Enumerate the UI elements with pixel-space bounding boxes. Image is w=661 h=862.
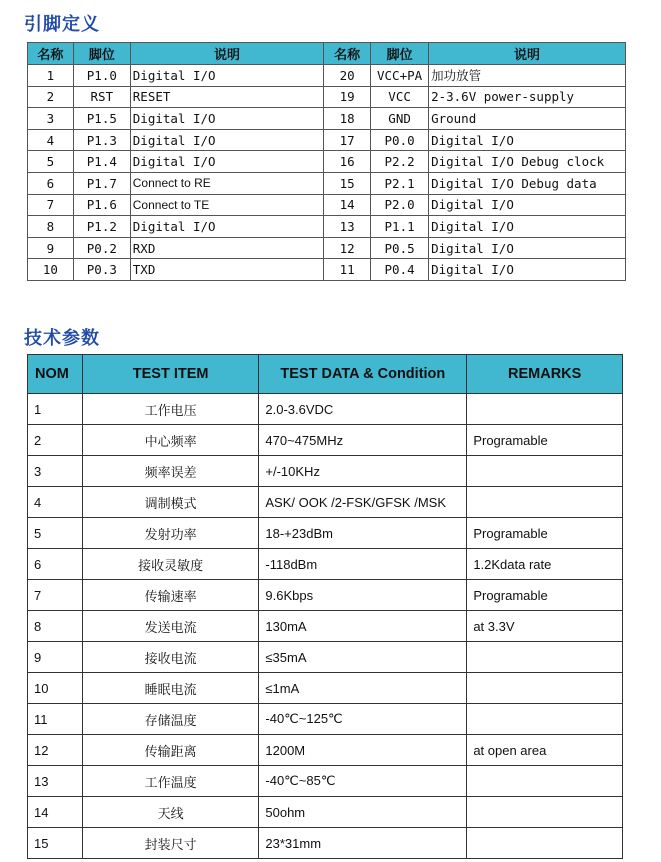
remarks-cell [467, 642, 623, 673]
pin-definition-table [27, 42, 626, 281]
remarks-cell [467, 394, 623, 425]
nom-cell: 15 [28, 828, 83, 859]
pin-name-cell: P1.4 [73, 151, 130, 173]
table-row [28, 194, 626, 216]
col-header-nom: NOM [28, 355, 83, 394]
nom-cell: 6 [28, 549, 83, 580]
col-header-test-data: TEST DATA & Condition [259, 355, 467, 394]
pin-description-cell: Digital I/O [130, 65, 323, 87]
remarks-cell: Programable [467, 518, 623, 549]
table-row [28, 735, 623, 766]
col-header-name: 名称 [28, 43, 74, 65]
pin-number-cell: 7 [28, 194, 74, 216]
test-item-cell: 工作温度 [82, 766, 258, 797]
table-row [28, 673, 623, 704]
pin-name-cell: P2.0 [371, 194, 429, 216]
pin-number-cell: 8 [28, 216, 74, 238]
nom-cell: 3 [28, 456, 83, 487]
pin-number-cell: 19 [324, 86, 371, 108]
pin-description-cell: Digital I/O [130, 129, 323, 151]
pin-number-cell: 3 [28, 108, 74, 130]
remarks-cell: Programable [467, 425, 623, 456]
table-row [28, 611, 623, 642]
pin-header-row [28, 43, 626, 65]
col-header-description-2: 说明 [429, 43, 626, 65]
pin-name-cell: P1.3 [73, 129, 130, 151]
test-item-cell: 传输距离 [82, 735, 258, 766]
tech-params-title: 技术参数 [24, 328, 100, 349]
test-item-cell: 接收电流 [82, 642, 258, 673]
table-row [28, 425, 623, 456]
pin-description-cell: Connect to TE [130, 194, 323, 216]
table-row [28, 129, 626, 151]
test-data-cell: 1200M [259, 735, 467, 766]
remarks-cell [467, 766, 623, 797]
pin-number-cell: 14 [324, 194, 371, 216]
table-row [28, 86, 626, 108]
test-data-cell: +/-10KHz [259, 456, 467, 487]
table-row [28, 766, 623, 797]
table-row [28, 172, 626, 194]
table-row [28, 549, 623, 580]
table-row [28, 797, 623, 828]
test-data-cell: 50ohm [259, 797, 467, 828]
table-row [28, 642, 623, 673]
pin-name-cell: P0.4 [371, 259, 429, 281]
pin-description-cell: Digital I/O Debug data [429, 172, 626, 194]
pin-name-cell: P1.7 [73, 172, 130, 194]
table-row [28, 394, 623, 425]
remarks-cell: 1.2Kdata rate [467, 549, 623, 580]
pin-description-cell: Ground [429, 108, 626, 130]
pin-name-cell: P1.0 [73, 65, 130, 87]
pin-name-cell: GND [371, 108, 429, 130]
remarks-cell [467, 828, 623, 859]
nom-cell: 14 [28, 797, 83, 828]
pin-description-cell: Connect to RE [130, 172, 323, 194]
nom-cell: 1 [28, 394, 83, 425]
nom-cell: 4 [28, 487, 83, 518]
nom-cell: 2 [28, 425, 83, 456]
pin-name-cell: P0.2 [73, 237, 130, 259]
test-data-cell: 130mA [259, 611, 467, 642]
col-header-test-item: TEST ITEM [82, 355, 258, 394]
pin-description-cell: Digital I/O [429, 129, 626, 151]
pin-definition-title: 引脚定义 [24, 14, 100, 35]
test-data-cell: 9.6Kbps [259, 580, 467, 611]
remarks-cell [467, 487, 623, 518]
test-item-cell: 发射功率 [82, 518, 258, 549]
pin-description-cell: Digital I/O [429, 237, 626, 259]
spec-header-row [28, 355, 623, 394]
col-header-description: 说明 [130, 43, 323, 65]
tech-params-table [27, 354, 623, 859]
pin-number-cell: 1 [28, 65, 74, 87]
table-row [28, 237, 626, 259]
pin-name-cell: P1.2 [73, 216, 130, 238]
test-item-cell: 接收灵敏度 [82, 549, 258, 580]
pin-description-cell: Digital I/O [429, 216, 626, 238]
test-item-cell: 睡眠电流 [82, 673, 258, 704]
pin-name-cell: P0.5 [371, 237, 429, 259]
pin-description-cell: Digital I/O [429, 259, 626, 281]
test-data-cell: 23*31mm [259, 828, 467, 859]
table-row [28, 108, 626, 130]
pin-name-cell: P2.1 [371, 172, 429, 194]
pin-description-cell: Digital I/O [130, 108, 323, 130]
remarks-cell [467, 673, 623, 704]
pin-number-cell: 2 [28, 86, 74, 108]
table-row [28, 518, 623, 549]
remarks-cell: at 3.3V [467, 611, 623, 642]
test-data-cell: 470~475MHz [259, 425, 467, 456]
table-row [28, 259, 626, 281]
col-header-pin: 脚位 [73, 43, 130, 65]
table-row [28, 216, 626, 238]
pin-name-cell: VCC+PA [371, 65, 429, 87]
test-data-cell: ASK/ OOK /2-FSK/GFSK /MSK [259, 487, 467, 518]
pin-description-cell: TXD [130, 259, 323, 281]
test-data-cell: ≤1mA [259, 673, 467, 704]
test-data-cell: -40℃~85℃ [259, 766, 467, 797]
test-item-cell: 调制模式 [82, 487, 258, 518]
nom-cell: 11 [28, 704, 83, 735]
pin-number-cell: 15 [324, 172, 371, 194]
pin-name-cell: P2.2 [371, 151, 429, 173]
pin-description-cell: RESET [130, 86, 323, 108]
nom-cell: 5 [28, 518, 83, 549]
pin-name-cell: P0.3 [73, 259, 130, 281]
pin-number-cell: 4 [28, 129, 74, 151]
table-row [28, 487, 623, 518]
test-item-cell: 中心频率 [82, 425, 258, 456]
table-row [28, 828, 623, 859]
pin-name-cell: P1.6 [73, 194, 130, 216]
table-row [28, 151, 626, 173]
pin-name-cell: RST [73, 86, 130, 108]
col-header-pin-2: 脚位 [371, 43, 429, 65]
test-item-cell: 频率误差 [82, 456, 258, 487]
pin-number-cell: 20 [324, 65, 371, 87]
pin-number-cell: 16 [324, 151, 371, 173]
table-row [28, 65, 626, 87]
pin-description-cell: 2-3.6V power-supply [429, 86, 626, 108]
table-row [28, 456, 623, 487]
pin-number-cell: 12 [324, 237, 371, 259]
pin-description-cell: Digital I/O [130, 216, 323, 238]
pin-description-cell: Digital I/O Debug clock [429, 151, 626, 173]
remarks-cell [467, 704, 623, 735]
pin-number-cell: 18 [324, 108, 371, 130]
test-data-cell: ≤35mA [259, 642, 467, 673]
test-item-cell: 发送电流 [82, 611, 258, 642]
remarks-cell [467, 797, 623, 828]
test-data-cell: 18-+23dBm [259, 518, 467, 549]
pin-name-cell: P0.0 [371, 129, 429, 151]
col-header-name-2: 名称 [324, 43, 371, 65]
test-data-cell: 2.0-3.6VDC [259, 394, 467, 425]
pin-description-cell: 加功放管 [429, 65, 626, 87]
pin-number-cell: 17 [324, 129, 371, 151]
pin-number-cell: 9 [28, 237, 74, 259]
pin-description-cell: RXD [130, 237, 323, 259]
pin-number-cell: 6 [28, 172, 74, 194]
pin-number-cell: 5 [28, 151, 74, 173]
test-data-cell: -40℃~125℃ [259, 704, 467, 735]
col-header-remarks: REMARKS [467, 355, 623, 394]
pin-description-cell: Digital I/O [130, 151, 323, 173]
remarks-cell: at open area [467, 735, 623, 766]
pin-number-cell: 10 [28, 259, 74, 281]
test-item-cell: 存储温度 [82, 704, 258, 735]
nom-cell: 7 [28, 580, 83, 611]
remarks-cell [467, 456, 623, 487]
test-item-cell: 传输速率 [82, 580, 258, 611]
pin-description-cell: Digital I/O [429, 194, 626, 216]
nom-cell: 12 [28, 735, 83, 766]
pin-number-cell: 13 [324, 216, 371, 238]
test-item-cell: 天线 [82, 797, 258, 828]
test-item-cell: 工作电压 [82, 394, 258, 425]
nom-cell: 13 [28, 766, 83, 797]
nom-cell: 10 [28, 673, 83, 704]
table-row [28, 580, 623, 611]
pin-number-cell: 11 [324, 259, 371, 281]
test-data-cell: -118dBm [259, 549, 467, 580]
table-row [28, 704, 623, 735]
pin-name-cell: VCC [371, 86, 429, 108]
remarks-cell: Programable [467, 580, 623, 611]
pin-name-cell: P1.1 [371, 216, 429, 238]
pin-name-cell: P1.5 [73, 108, 130, 130]
test-item-cell: 封装尺寸 [82, 828, 258, 859]
nom-cell: 9 [28, 642, 83, 673]
nom-cell: 8 [28, 611, 83, 642]
